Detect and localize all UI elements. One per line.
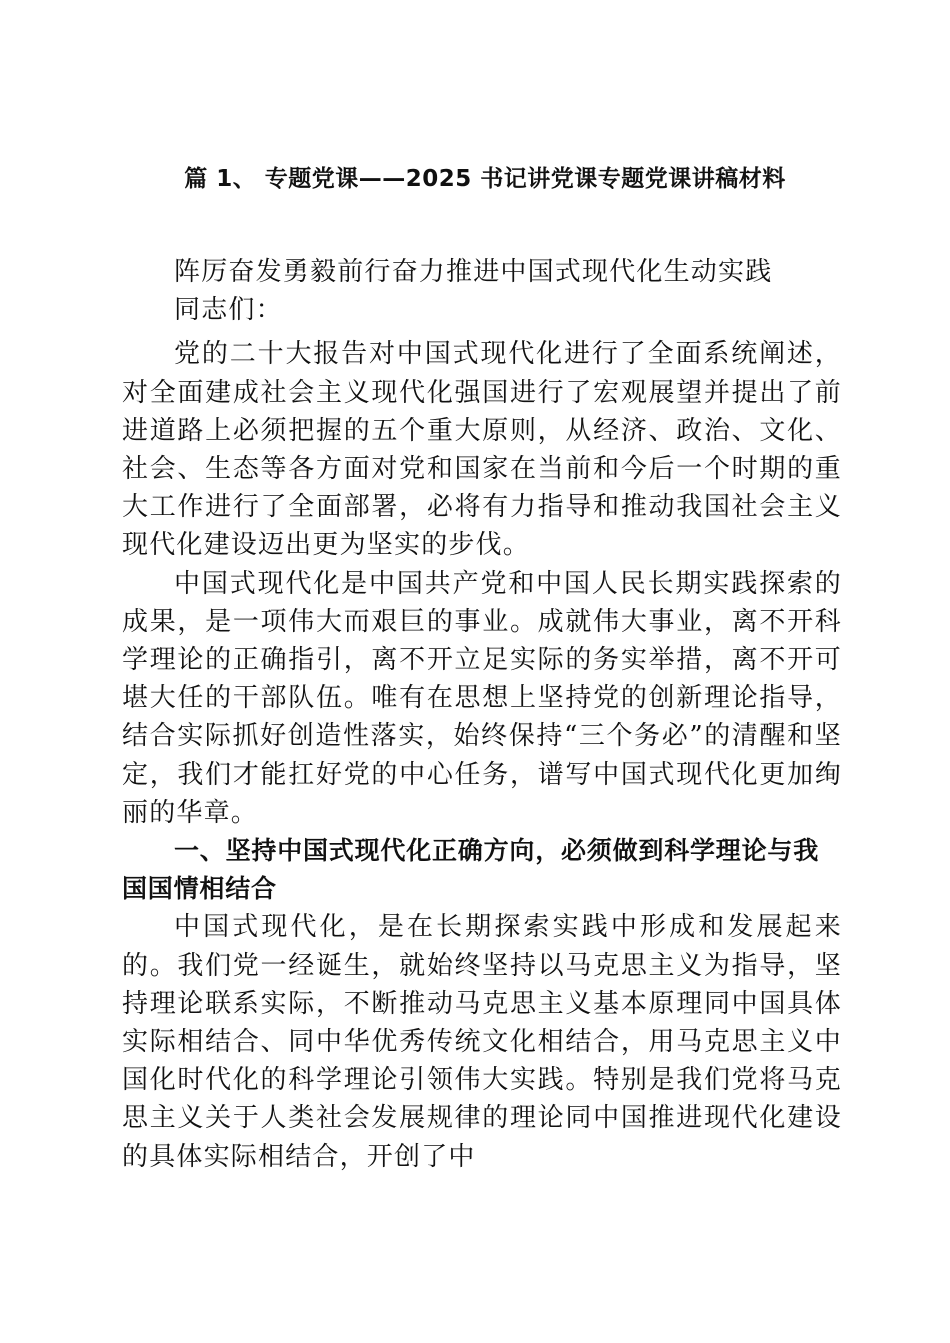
paragraph-2: 中国式现代化是中国共产党和中国人民长期实践探索的成果，是一项伟大而艰巨的事业。成就伟大事业，离不开科学理论的正确指引，离不开立足实际的务实举措，离不开可堪大任的干部队伍。唯有在思想上坚持党的创新理论指导，结合实际抓好创造性落实，始终保持“三个务必”的清醒和坚定，我们才能扛好党的中心任务，谱写中国式现代化更加绚丽的华章。 <box>122 568 842 828</box>
document-title: 篇 1、 专题党课——2025 书记讲党课专题党课讲稿材料 <box>184 166 786 192</box>
salutation: 同志们： <box>174 295 283 326</box>
speech-subtitle: 阵厉奋发勇毅前行奋力推进中国式现代化生动实践 <box>174 257 773 287</box>
document-body <box>122 253 842 1176</box>
paragraph-1: 党的二十大报告对中国式现代化进行了全面系统阐述，对全面建成社会主义现代化强国进行了宏观展望并提出了前进道路上必须把握的五个重大原则，从经济、政治、文化、社会、生态等各方面对党和国家在当前和今后一个时期的重大工作进行了全面部署，必将有力指导和推动我国社会主义现代化建设迈出更为坚实的步伐。 <box>122 339 842 561</box>
section-1-paragraph: 中国式现代化，是在长期探索实践中形成和发展起来的。我们党一经诞生，就始终坚持以马克思主义为指导，坚持理论联系实际，不断推动马克思主义基本原理同中国具体实际相结合、同中华优秀传统文化相结合，用马克思主义中国化时代化的科学理论引领伟大实践。特别是我们党将马克思主义关于人类社会发展规律的理论同中国推进现代化建设的具体实际相结合，开创了中 <box>122 912 842 1172</box>
section-1-heading: 一、坚持中国式现代化正确方向，必须做到科学理论与我国国情相结合 <box>122 836 820 904</box>
